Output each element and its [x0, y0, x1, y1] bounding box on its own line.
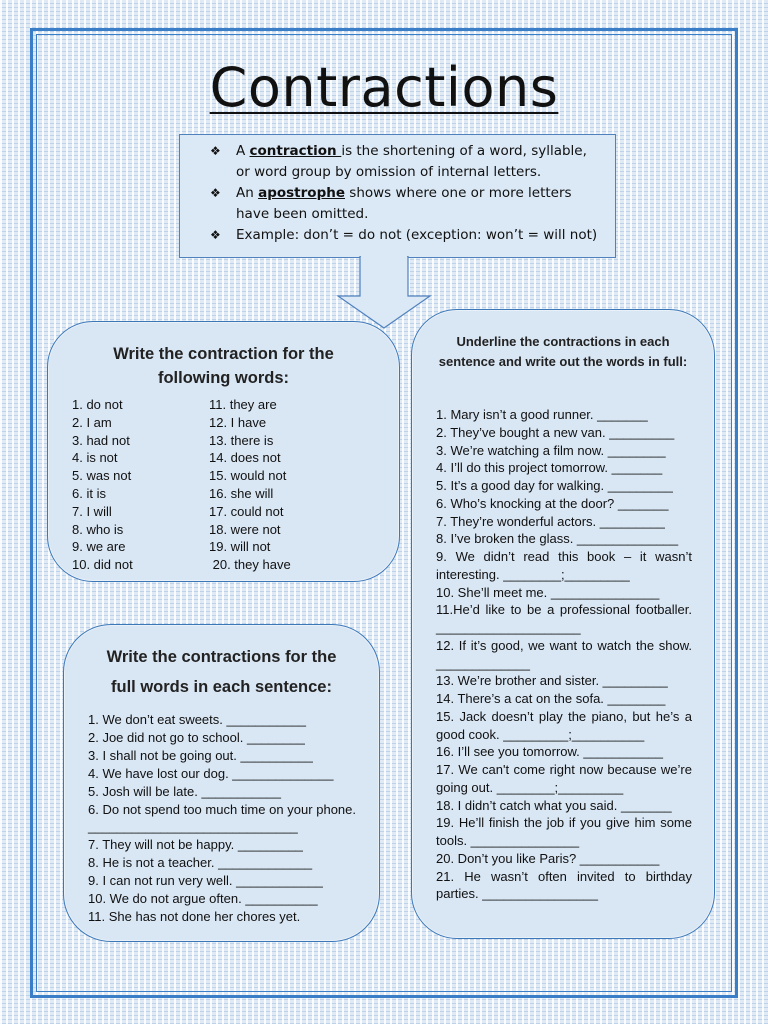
list-item: 2. Joe did not go to school. ________: [88, 729, 305, 745]
list-item: 13. there is: [209, 432, 274, 448]
list-item: 2. I am: [72, 414, 112, 430]
list-item: 6. Who’s knocking at the door? _______: [436, 495, 669, 511]
section-heading: [64, 642, 379, 702]
list-item: 3. We’re watching a film now. ________: [436, 442, 666, 458]
word-column-left: [72, 396, 133, 574]
list-item: 6. it is: [72, 485, 106, 501]
definition-text: Example: don’t = do not (exception: won’t = will not): [236, 227, 598, 243]
underline-contractions-panel: [411, 309, 715, 939]
list-item: 1. do not: [72, 397, 123, 412]
list-item: 1. We don’t eat sweets. ___________: [88, 712, 307, 727]
list-item: 17. could not: [209, 503, 284, 519]
list-item: 11. they are: [209, 397, 277, 412]
list-item: 17. We can't come right now because we’re going out. ________;_________: [436, 762, 692, 795]
list-item: 10. We do not argue often. __________: [88, 891, 318, 907]
list-item: 12. If it’s good, we want to watch the show. _____________: [436, 637, 692, 671]
definition-text: A: [236, 143, 250, 159]
list-item: 15. Jack doesn’t play the piano, but he’s a good cook. _________;__________: [436, 708, 692, 742]
heading-line: Write the contraction for the: [113, 345, 334, 363]
list-item: 8. who is: [72, 521, 124, 537]
list-item: 9. We didn’t read this book – it wasn’t interesting. ________;_________: [436, 549, 692, 582]
list-item: 5. It’s a good day for walking. _________: [436, 478, 673, 493]
word-column-right: [209, 396, 291, 574]
list-item: 18. I didn’t catch what you said. _______: [436, 797, 672, 813]
diamond-bullet-icon: ❖: [210, 144, 221, 158]
definition-text: An: [236, 185, 259, 201]
list-item: 1. Mary isn’t a good runner. _______: [436, 407, 648, 422]
list-item: 11.He’d like to be a professional footballer. ____________________: [436, 602, 692, 635]
list-item: 12. I have: [209, 414, 267, 430]
list-item: 20. they have: [209, 557, 291, 573]
list-item: 5. Josh will be late. ___________: [88, 783, 281, 799]
list-item: 10. She’ll meet me. _______________: [436, 584, 660, 600]
list-item: 7. They will not be happy. _________: [88, 837, 303, 853]
list-item: 21. He wasn’t often invited to birthday parties. ________________: [436, 868, 692, 902]
heading-line: full words in each sentence:: [111, 678, 332, 696]
list-item: 7. They’re wonderful actors. _________: [436, 513, 665, 529]
heading-line: following words:: [157, 369, 290, 387]
down-arrow-icon: [336, 256, 432, 330]
definition-keyword: apostrophe: [258, 185, 345, 201]
definition-keyword: contraction: [249, 143, 342, 159]
list-item: 19. He’ll finish the job if you give him some tools. _______________: [436, 815, 692, 848]
list-item: 3. had not: [72, 432, 130, 448]
page-title: Contractions: [209, 56, 559, 119]
list-item: 4. We have lost our dog. ______________: [88, 765, 334, 781]
list-item: 16. she will: [209, 485, 274, 501]
list-item: 14. There’s a cat on the sofa. ________: [436, 691, 666, 706]
list-item: 5. was not: [72, 468, 132, 484]
list-item: 11. She has not done her chores yet.: [88, 908, 301, 924]
list-item: 10. did not: [72, 557, 133, 573]
section-heading: Underline the contractions in each sentence and write out the words in full:: [438, 334, 688, 369]
contraction-words-panel: [47, 321, 400, 582]
list-item: 19. will not: [209, 539, 271, 555]
definition-item: [210, 183, 601, 225]
list-item: 3. I shall not be going out. __________: [88, 747, 313, 763]
list-item: 16. I’ll see you tomorrow. ___________: [436, 744, 663, 760]
list-item: 4. I’ll do this project tomorrow. _______: [436, 460, 663, 476]
definition-text: shows where one or more letters have been omitted.: [236, 185, 572, 222]
definition-item: [210, 141, 601, 183]
sentence-list: [88, 711, 356, 926]
sentence-contractions-panel: [63, 624, 380, 942]
diamond-bullet-icon: ❖: [210, 186, 221, 200]
diamond-bullet-icon: ❖: [210, 228, 221, 242]
definition-box: [179, 134, 616, 258]
list-item: 14. does not: [209, 450, 281, 466]
heading-line: Write the contractions for the: [106, 648, 337, 666]
list-item: 8. I’ve broken the glass. ______________: [436, 531, 679, 547]
list-item: 6. Do not spend too much time on your phone. _____________________________: [88, 801, 356, 835]
list-item: 9. I can not run very well. ____________: [88, 873, 323, 889]
list-item: 4. is not: [72, 450, 118, 466]
list-item: 13. We’re brother and sister. _________: [436, 673, 668, 689]
list-item: 9. we are: [72, 539, 126, 555]
list-item: 8. He is not a teacher. _____________: [88, 855, 313, 871]
sentence-list: [436, 406, 692, 903]
list-item: 7. I will: [72, 503, 112, 519]
list-item: 15. would not: [209, 468, 287, 484]
list-item: 18. were not: [209, 521, 281, 537]
list-item: 2. They’ve bought a new van. _________: [436, 424, 675, 440]
section-heading: [48, 342, 399, 390]
definition-text: is the shortening of a word, syllable, or word group by omission of internal letters.: [236, 143, 587, 180]
list-item: 20. Don’t you like Paris? ___________: [436, 850, 660, 866]
definition-item: [210, 225, 601, 246]
